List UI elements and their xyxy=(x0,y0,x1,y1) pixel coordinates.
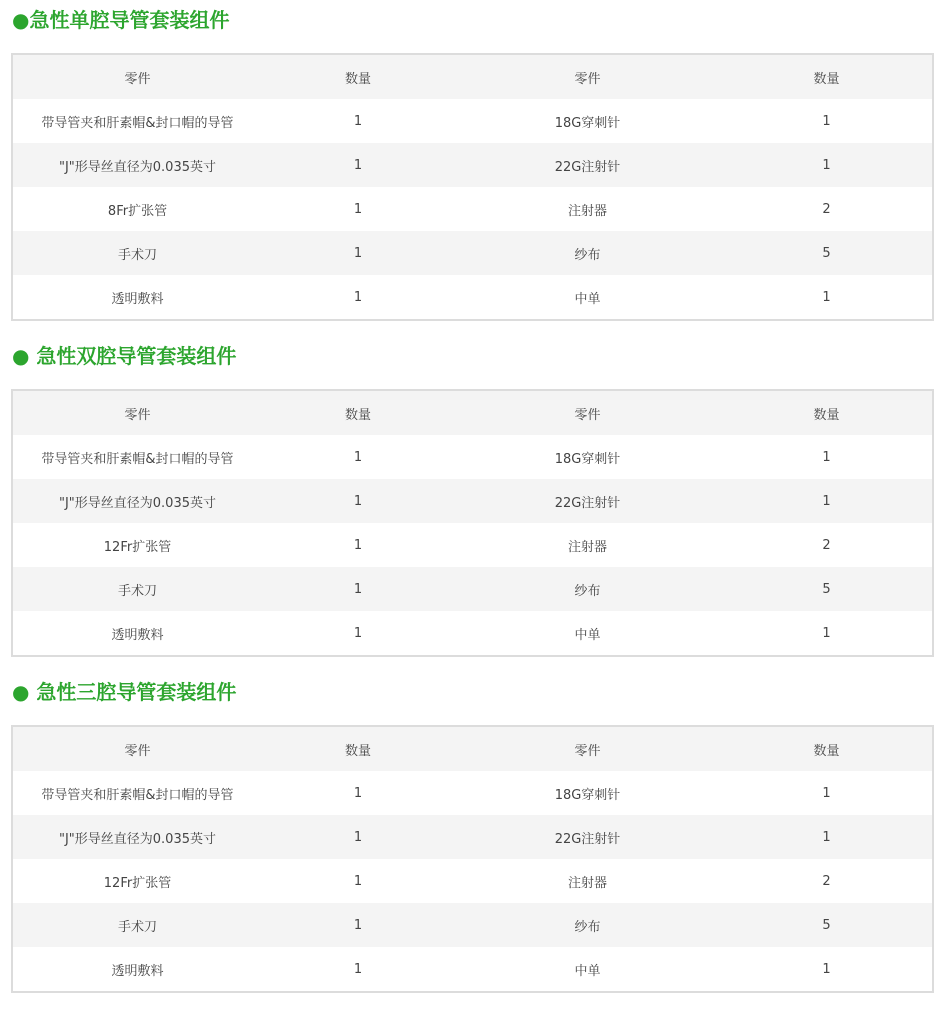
table-row xyxy=(13,435,932,479)
header-part: 零件 xyxy=(13,727,262,771)
part-name: 中单 xyxy=(454,947,721,991)
part-quantity: 1 xyxy=(262,771,454,815)
part-quantity: 1 xyxy=(721,947,932,991)
part-quantity: 1 xyxy=(721,815,932,859)
part-name: "J"形导丝直径为0.035英寸 xyxy=(13,479,262,523)
part-quantity: 1 xyxy=(262,187,454,231)
header-part: 零件 xyxy=(454,391,721,435)
part-name: 带导管夹和肝素帽&封口帽的导管 xyxy=(13,435,262,479)
header-quantity: 数量 xyxy=(262,55,454,99)
part-name: 透明敷料 xyxy=(13,947,262,991)
part-quantity: 1 xyxy=(262,611,454,655)
part-name: 18G穿刺针 xyxy=(454,435,721,479)
table-row xyxy=(13,479,932,523)
table-row xyxy=(13,567,932,611)
part-quantity: 1 xyxy=(262,435,454,479)
header-quantity: 数量 xyxy=(262,727,454,771)
part-name: 22G注射针 xyxy=(454,479,721,523)
part-quantity: 1 xyxy=(262,859,454,903)
components-table xyxy=(11,53,934,321)
table-row xyxy=(13,859,932,903)
part-quantity: 1 xyxy=(721,771,932,815)
components-table xyxy=(11,725,934,993)
part-name: 手术刀 xyxy=(13,567,262,611)
part-quantity: 1 xyxy=(721,435,932,479)
table-row xyxy=(13,611,932,655)
section-title: ● 急性双腔导管套装组件 xyxy=(12,344,237,368)
part-quantity: 1 xyxy=(262,99,454,143)
header-quantity: 数量 xyxy=(721,727,932,771)
part-quantity: 1 xyxy=(721,611,932,655)
table-row xyxy=(13,275,932,319)
part-quantity: 1 xyxy=(262,947,454,991)
header-part: 零件 xyxy=(13,55,262,99)
part-quantity: 1 xyxy=(721,275,932,319)
part-name: 18G穿刺针 xyxy=(454,771,721,815)
part-name: 纱布 xyxy=(454,903,721,947)
part-name: 手术刀 xyxy=(13,903,262,947)
part-name: 注射器 xyxy=(454,187,721,231)
part-quantity: 1 xyxy=(262,143,454,187)
part-quantity: 1 xyxy=(721,479,932,523)
header-quantity: 数量 xyxy=(262,391,454,435)
table-row xyxy=(13,187,932,231)
part-quantity: 1 xyxy=(721,143,932,187)
table-header-row xyxy=(13,55,932,99)
part-name: "J"形导丝直径为0.035英寸 xyxy=(13,143,262,187)
part-quantity: 2 xyxy=(721,859,932,903)
part-quantity: 1 xyxy=(262,275,454,319)
part-name: 8Fr扩张管 xyxy=(13,187,262,231)
part-name: 22G注射针 xyxy=(454,143,721,187)
table-row xyxy=(13,903,932,947)
part-quantity: 1 xyxy=(262,903,454,947)
header-quantity: 数量 xyxy=(721,391,932,435)
part-quantity: 1 xyxy=(262,479,454,523)
part-quantity: 5 xyxy=(721,231,932,275)
part-name: 注射器 xyxy=(454,523,721,567)
table-header-row xyxy=(13,391,932,435)
part-quantity: 2 xyxy=(721,523,932,567)
table-row xyxy=(13,523,932,567)
header-quantity: 数量 xyxy=(721,55,932,99)
part-name: 中单 xyxy=(454,275,721,319)
part-quantity: 1 xyxy=(262,567,454,611)
components-table xyxy=(11,389,934,657)
part-quantity: 5 xyxy=(721,567,932,611)
table-row xyxy=(13,947,932,991)
header-part: 零件 xyxy=(13,391,262,435)
part-name: 中单 xyxy=(454,611,721,655)
part-quantity: 1 xyxy=(262,231,454,275)
table-row xyxy=(13,231,932,275)
part-quantity: 1 xyxy=(262,523,454,567)
part-name: 注射器 xyxy=(454,859,721,903)
part-name: 带导管夹和肝素帽&封口帽的导管 xyxy=(13,771,262,815)
part-name: 透明敷料 xyxy=(13,275,262,319)
table-row xyxy=(13,815,932,859)
part-quantity: 2 xyxy=(721,187,932,231)
part-name: 12Fr扩张管 xyxy=(13,859,262,903)
table-row xyxy=(13,99,932,143)
part-name: 12Fr扩张管 xyxy=(13,523,262,567)
header-part: 零件 xyxy=(454,727,721,771)
table-row xyxy=(13,771,932,815)
part-name: 透明敷料 xyxy=(13,611,262,655)
part-name: 纱布 xyxy=(454,567,721,611)
part-name: 带导管夹和肝素帽&封口帽的导管 xyxy=(13,99,262,143)
part-quantity: 1 xyxy=(721,99,932,143)
part-name: 纱布 xyxy=(454,231,721,275)
part-quantity: 5 xyxy=(721,903,932,947)
section-title: ● 急性三腔导管套装组件 xyxy=(12,680,237,704)
header-part: 零件 xyxy=(454,55,721,99)
part-name: "J"形导丝直径为0.035英寸 xyxy=(13,815,262,859)
part-name: 手术刀 xyxy=(13,231,262,275)
part-name: 18G穿刺针 xyxy=(454,99,721,143)
table-row xyxy=(13,143,932,187)
part-name: 22G注射针 xyxy=(454,815,721,859)
section-title: ●急性单腔导管套装组件 xyxy=(12,8,230,32)
table-header-row xyxy=(13,727,932,771)
part-quantity: 1 xyxy=(262,815,454,859)
